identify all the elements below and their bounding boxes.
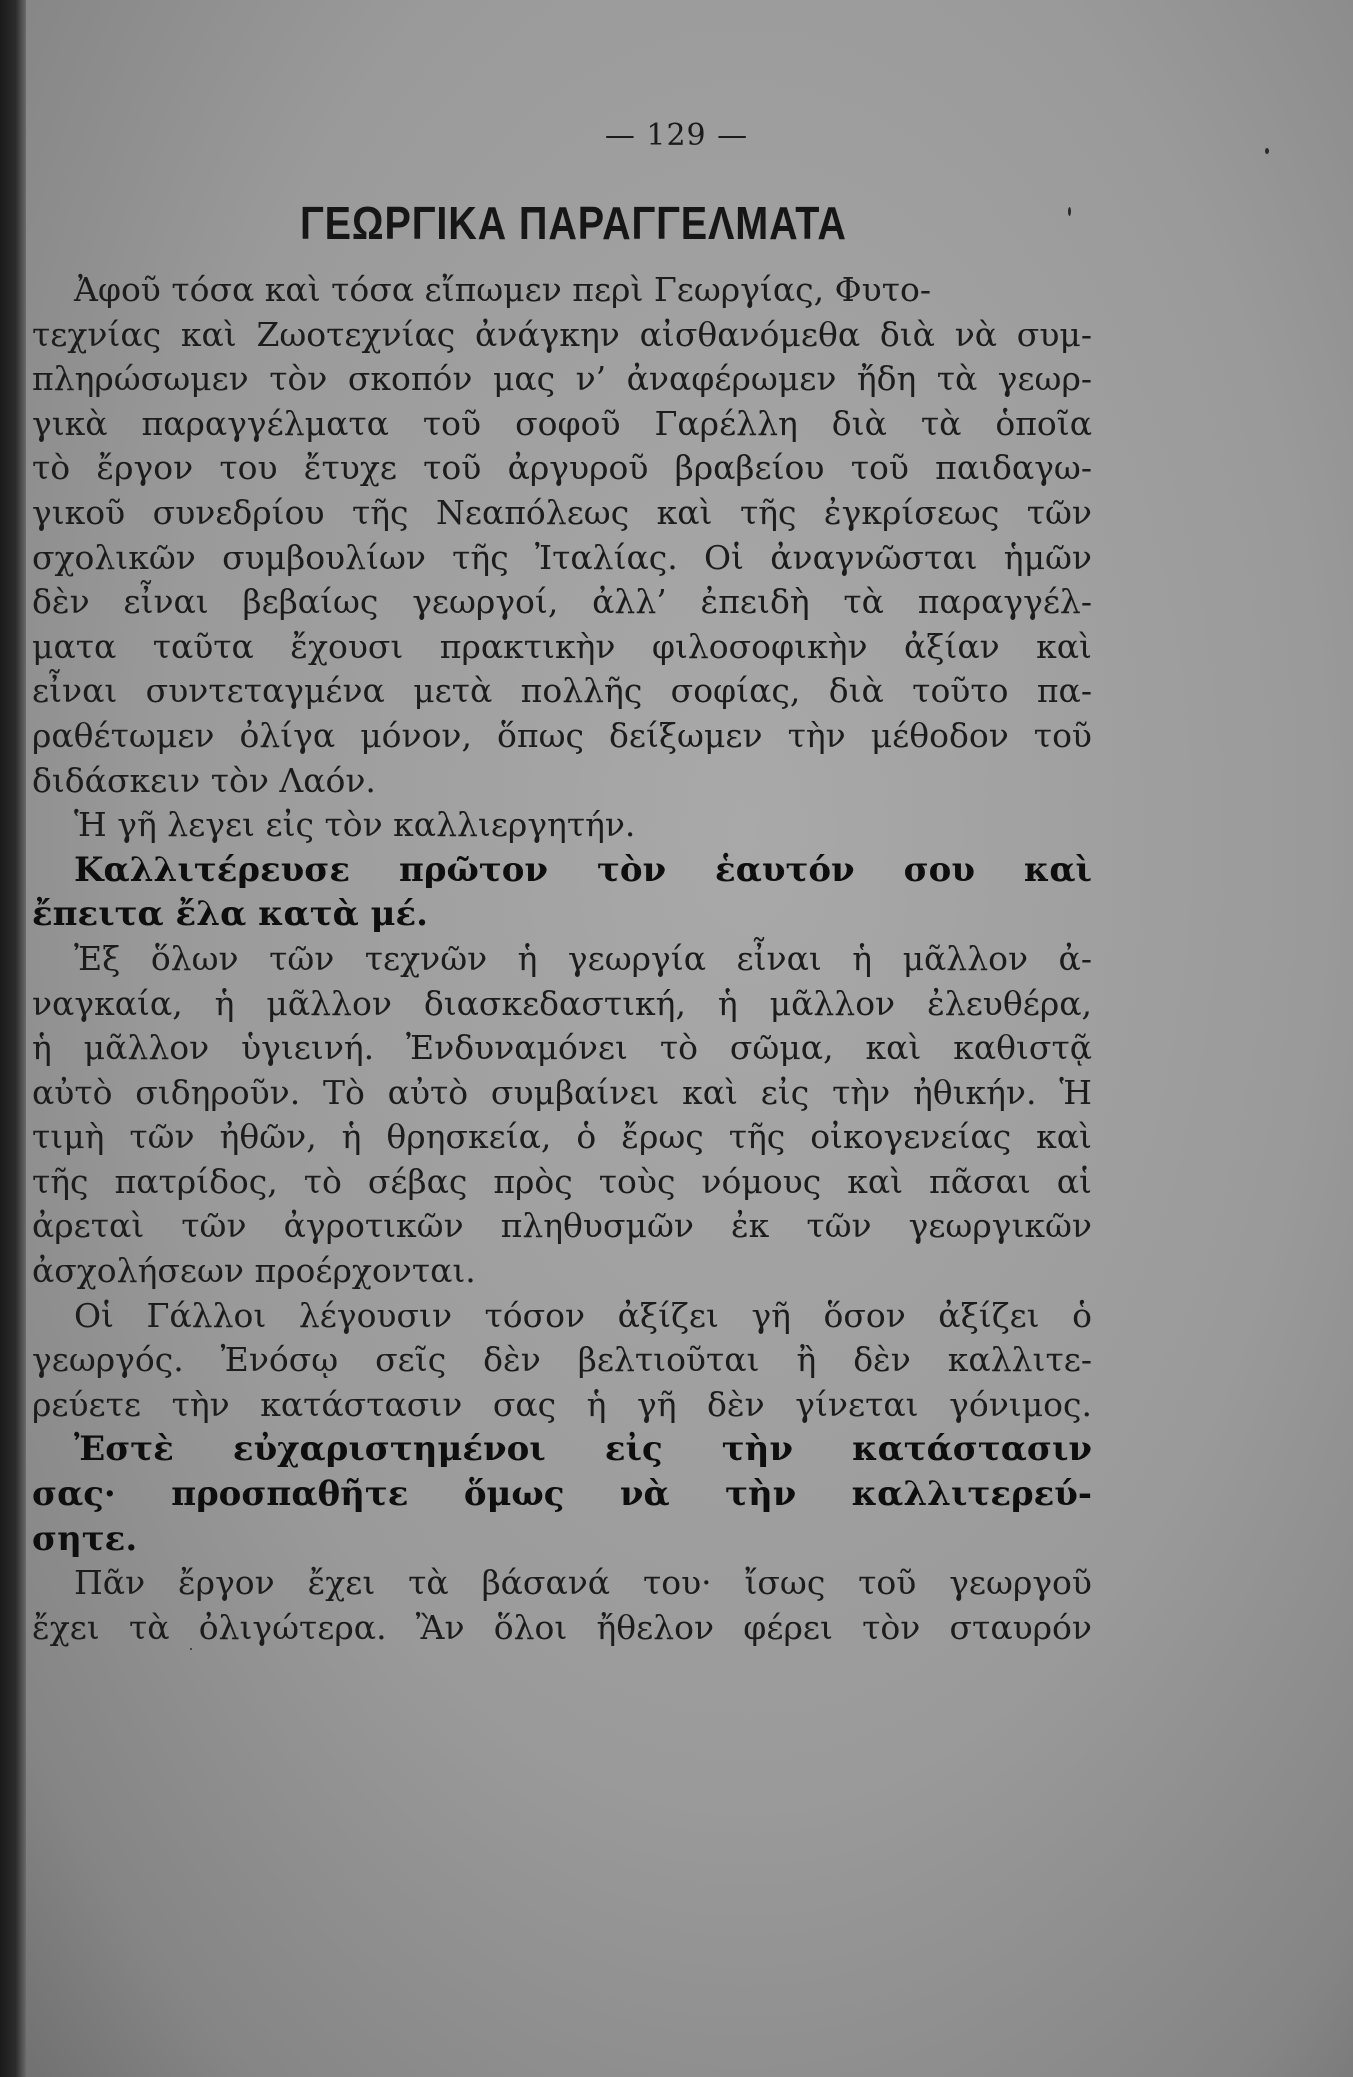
text-line: ματα ταῦτα ἔχουσι πρακτικὴν φιλοσοφικὴν ἀξίαν καὶ [32,626,1092,666]
text-line: γικοῦ συνεδρίου τῆς Νεαπόλεως καὶ τῆς ἐγκρίσεως τῶν [32,492,1092,532]
text-line: Πᾶν ἔργον ἔχει τὰ βάσανά του· ἴσως τοῦ γεωργοῦ [74,1563,1092,1603]
text-line: Ἡ γῆ λεγει εἰς τὸν καλλιεργητήν. [74,805,636,845]
page-number: — 129 — [604,118,749,153]
paper-speck [1068,207,1071,216]
text-line: αὐτὸ σιδηροῦν. Τὸ αὐτὸ συμβαίνει καὶ εἰς τὴν ἠθικήν. Ἡ [32,1072,1092,1112]
body-text [32,268,1092,1650]
text-line: τῆς πατρίδος, τὸ σέβας πρὸς τοὺς νόμους καὶ πᾶσαι αἱ [32,1161,1092,1201]
maxim-line: σας· προσπαθῆτε ὅμως νὰ τὴν καλλιτερεύ- [32,1474,1092,1515]
text-line: ἀρεταὶ τῶν ἀγροτικῶν πληθυσμῶν ἐκ τῶν γεωργικῶν [32,1206,1092,1246]
text-line: δὲν εἶναι βεβαίως γεωργοί, ἀλλ’ ἐπειδὴ τὰ παραγγέλ- [32,582,1092,622]
text-line: ἀσχολήσεων προέρχονται. [32,1251,476,1291]
text-line: πληρώσωμεν τὸν σκοπόν μας ν’ ἀναφέρωμεν ἤδη τὰ γεωρ- [32,359,1092,399]
text-line: Οἱ Γάλλοι λέγουσιν τόσον ἀξίζει γῆ ὅσον ἀξίζει ὁ [74,1295,1092,1335]
text-line: ἡ μᾶλλον ὑγιεινή. Ἐνδυναμόνει τὸ σῶμα, καὶ καθιστᾷ [32,1028,1092,1068]
text-line: ναγκαία, ἡ μᾶλλον διασκεδαστική, ἡ μᾶλλον ἐλευθέρα, [32,983,1092,1023]
text-line: ρεύετε τὴν κατάστασιν σας ἡ γῆ δὲν γίνεται γόνιμος. [32,1384,1092,1424]
text-line: ἔχει τὰ ὀλιγώτερα. Ἂν ὅλοι ἤθελον φέρει τὸν σταυρόν [32,1607,1092,1647]
maxim-line: Καλλιτέρευσε πρῶτον τὸν ἑαυτόν σου καὶ [74,849,1092,890]
text-line: εἶναι συντεταγμένα μετὰ πολλῆς σοφίας, διὰ τοῦτο πα- [32,671,1092,711]
text-line: Ἀφοῦ τόσα καὶ τόσα εἴπωμεν περὶ Γεωργίας, Φυτο- [74,270,931,309]
text-line: γικὰ παραγγέλματα τοῦ σοφοῦ Γαρέλλη διὰ τὰ ὁποῖα [32,403,1092,443]
maxim-line: σητε. [32,1518,138,1559]
paper-speck [1265,148,1269,154]
text-line: Ἐξ ὅλων τῶν τεχνῶν ἡ γεωργία εἶναι ἡ μᾶλλον ἀ- [74,938,1092,978]
text-line: τεχνίας καὶ Ζωοτεχνίας ἀνάγκην αἰσθανόμεθα διὰ νὰ συμ- [32,314,1092,354]
page-title: ΓΕΩΡΓΙΚΑ ΠΑΡΑΓΓΕΛΜΑΤΑ [300,197,847,249]
text-line: ραθέτωμεν ὀλίγα μόνον, ὅπως δείξωμεν τὴν μέθοδον τοῦ [32,715,1092,755]
text-line: διδάσκειν τὸν Λαόν. [32,760,376,800]
text-line: σχολικῶν συμβουλίων τῆς Ἰταλίας. Οἱ ἀναγνῶσται ἡμῶν [32,537,1092,577]
maxim-line: Ἐστὲ εὐχαριστημένοι εἰς τὴν κατάστασιν [74,1429,1092,1470]
text-line: γεωργός. Ἐνόσῳ σεῖς δὲν βελτιοῦται ἢ δὲν καλλιτε- [32,1340,1092,1380]
text-line: τὸ ἔργον του ἔτυχε τοῦ ἀργυροῦ βραβείου τοῦ παιδαγω- [32,448,1092,488]
maxim-line: ἔπειτα ἔλα κατὰ μέ. [32,894,428,935]
paper-speck [190,1648,192,1650]
book-gutter-shadow [0,0,26,2077]
text-line: τιμὴ τῶν ἠθῶν, ἡ θρησκεία, ὁ ἔρως τῆς οἰκογενείας καὶ [32,1117,1092,1157]
